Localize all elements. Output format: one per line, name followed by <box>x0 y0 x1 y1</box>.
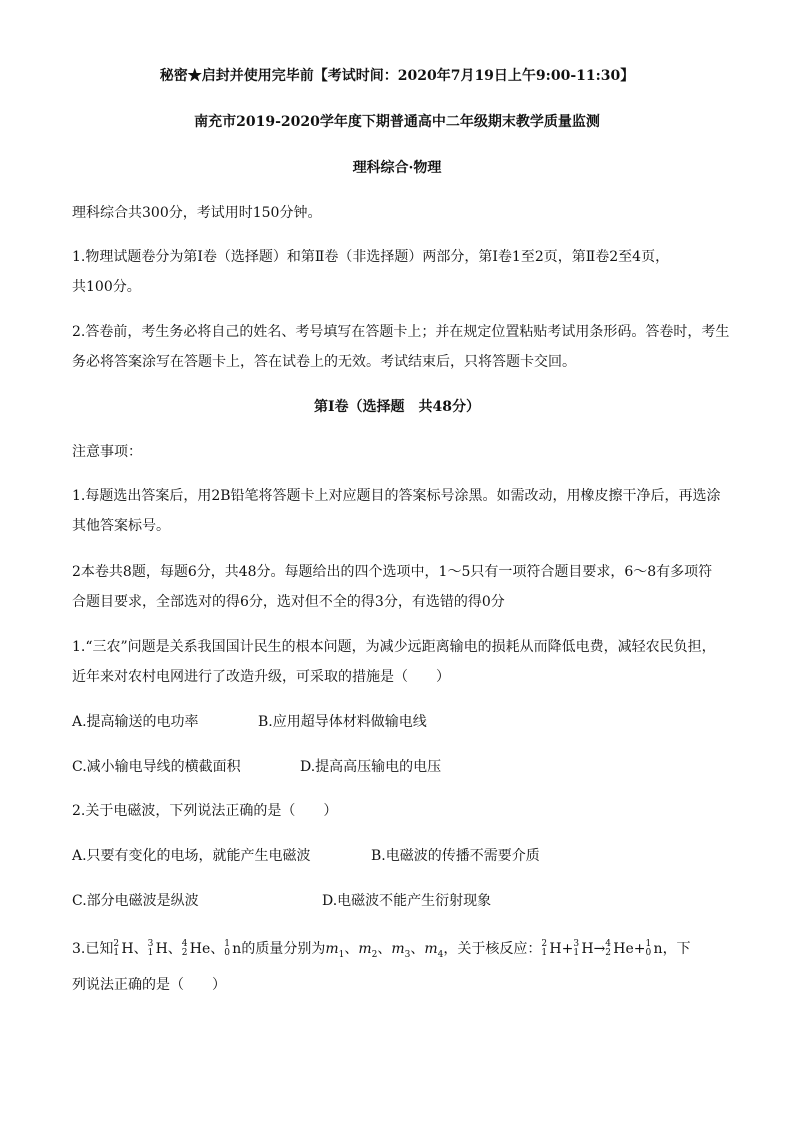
mass-m2: $m_2$ <box>358 941 378 960</box>
reaction-h2-symbol: H <box>549 941 562 957</box>
nuclide-n1-scripts: 1 0 <box>224 939 231 958</box>
intro-note-1-cont: 共100分。 <box>72 279 141 295</box>
question-1-option-b: B.应用超导体材料做输电线 <box>258 714 427 730</box>
q3-mid-text: 的质量分别为 <box>241 941 326 957</box>
intro-note-2: 2.答卷前，考生务必将自己的姓名、考号填写在答题卡上；并在规定位置粘贴考试用条形码。答卷时，考生 <box>72 324 730 340</box>
question-1-option-a: A.提高输送的电功率 <box>72 714 199 730</box>
reaction-h2-scripts: 2 1 <box>541 939 548 958</box>
nuclide-h2-symbol: H <box>121 941 134 957</box>
reaction-h3-scripts: 3 1 <box>573 939 580 958</box>
question-2-option-c: C.部分电磁波是纵波 <box>72 893 199 909</box>
nuclide-he4-symbol: He <box>189 941 211 957</box>
subject-title: 理科综合·物理 <box>352 160 442 176</box>
nuclide-h3-symbol: H <box>155 941 168 957</box>
intro-note-1: 1.物理试题卷分为第Ⅰ卷（选择题）和第Ⅱ卷（非选择题）两部分，第Ⅰ卷1至2页，第Ⅱ卷2至4页， <box>72 249 670 265</box>
reaction-plus: + <box>561 941 574 957</box>
reaction-n1-symbol: n <box>653 941 663 957</box>
nuclide-he4-scripts: 4 2 <box>181 939 188 958</box>
intro-total: 理科综合共300分，考试用时150分钟。 <box>72 205 322 221</box>
confidential-line: 秘密★启封并使用完毕前【考试时间：2020年7月19日上午9:00-11:30】 <box>159 68 635 84</box>
q3-mid-text-2: ，关于核反应： <box>443 941 542 957</box>
question-1-option-d: D.提高高压输电的电压 <box>300 759 442 775</box>
question-2-stem: 2.关于电磁波，下列说法正确的是（ ） <box>72 803 338 819</box>
q3-end-text: ，下 <box>662 941 691 957</box>
question-2-option-d: D.电磁波不能产生衍射现象 <box>322 893 492 909</box>
question-1-stem-cont: 近年来对农村电网进行了改造升级，可采取的措施是（ ） <box>72 669 450 685</box>
reaction-n1-scripts: 1 0 <box>645 939 652 958</box>
question-2-option-a: A.只要有变化的电场，就能产生电磁波 <box>72 848 311 864</box>
notice-heading: 注意事项： <box>72 444 142 460</box>
q3-prefix: 3.已知 <box>72 941 114 957</box>
reaction-he4-scripts: 4 2 <box>605 939 612 958</box>
mass-m4: $m_4$ <box>424 941 444 960</box>
question-1-option-c: C.减小输电导线的横截面积 <box>72 759 241 775</box>
reaction-arrow: → <box>593 941 606 957</box>
nuclide-h3-scripts: 3 1 <box>147 939 154 958</box>
mass-m1: $m_1$ <box>325 941 345 960</box>
notice-1-cont: 其他答案标号。 <box>72 518 170 534</box>
question-1-stem: 1.“三农”问题是关系我国国计民生的根本问题，为减少远距离输电的损耗从而降低电费，减轻农民负担， <box>72 639 716 655</box>
reaction-h3-symbol: H <box>581 941 594 957</box>
nuclide-n1-symbol: n <box>232 941 242 957</box>
notice-2: 2本卷共8题，每题6分，共48分。每题给出的四个选项中，1～5只有一项符合题目要求，6～8有多项符 <box>72 564 713 580</box>
nuclide-h2-scripts: 2 1 <box>113 939 120 958</box>
notice-1: 1.每题选出答案后，用2B铅笔将答题卡上对应题目的答案标号涂黑。如需改动，用橡皮擦干净后，再选涂 <box>72 488 721 504</box>
question-3-stem: 3.已知 2 1 H、 3 1 H、 4 2 He、 1 0 n的质量分别为$m_1$、$m_2$、$m_3$、$m_4$，关于核反应： 2 1 H+ 3 1 H→ 4 2 He+ 1 0 n，下 <box>72 939 691 960</box>
reaction-he4-symbol: He <box>613 941 634 957</box>
exam-title: 南充市2019-2020学年度下期普通高中二年级期末教学质量监测 <box>194 114 600 130</box>
notice-2-cont: 合题目要求，全部选对的得6分，选对但不全的得3分，有选错的得0分 <box>72 594 505 610</box>
intro-note-2-cont: 务必将答案涂写在答题卡上，答在试卷上的无效。考试结束后，只将答题卡交回。 <box>72 354 576 370</box>
section-title: 第Ⅰ卷（选择题 共48分） <box>313 399 481 415</box>
question-3-stem-cont: 列说法正确的是（ ） <box>72 977 226 993</box>
mass-m3: $m_3$ <box>391 941 411 960</box>
reaction-plus-2: + <box>633 941 646 957</box>
question-2-option-b: B.电磁波的传播不需要介质 <box>371 848 540 864</box>
